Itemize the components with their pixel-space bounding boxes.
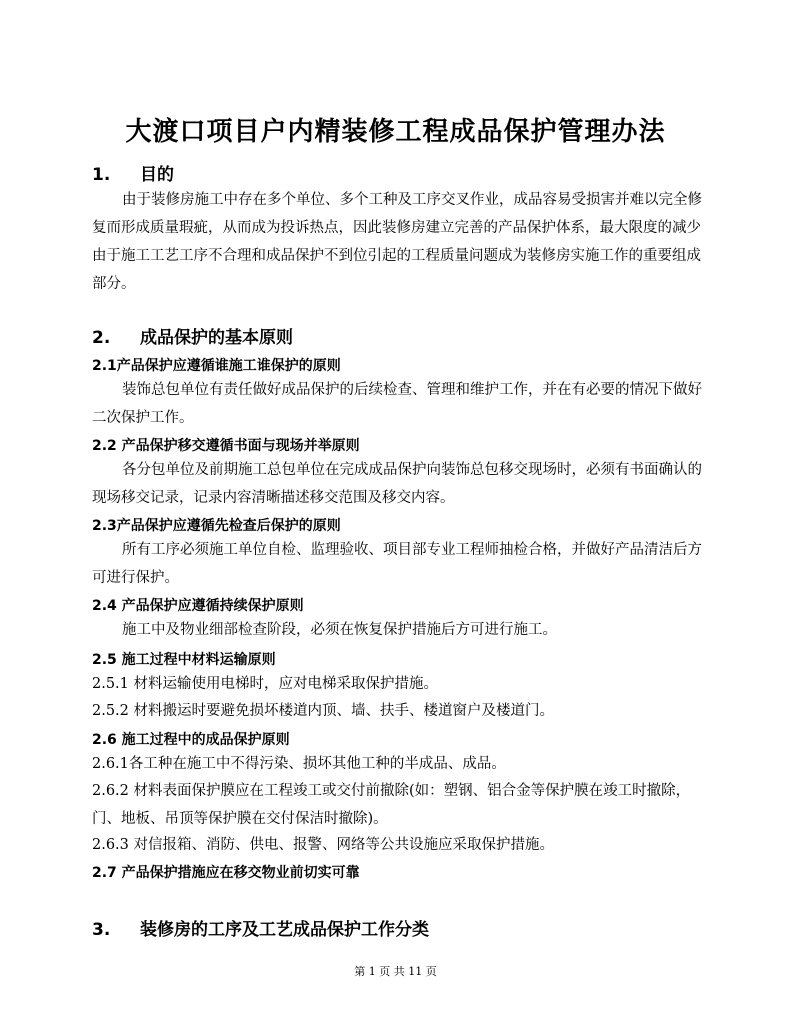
section-title: 装修房的工序及工艺成品保护工作分类	[140, 920, 429, 940]
page-footer: 第 1 页 共 11 页	[354, 965, 437, 978]
section-3-heading	[92, 915, 429, 940]
subsection-2-5-1-text: 2.5.1 材料运输使用电梯时，应对电梯采取保护措施。	[92, 676, 439, 692]
subsection-2-2-text: 各分包单位及前期施工总包单位在完成成品保护向装饰总包移交现场时，必须有书面确认的现场移交记录，记录内容清晰描述移交范围及移交内容。	[92, 462, 702, 506]
subsection-2-5-heading: 2.5 施工过程中材料运输原则	[92, 652, 276, 668]
section-1-paragraph: 由于装修房施工中存在多个单位、多个工种及工序交叉作业，成品容易受损害并难以完全修复而形成质量瑕疵，从而成为投诉热点，因此装修房建立完善的产品保护体系，最大限度的减少由于施工工艺工序不合理和成品保护不到位引起的工程质量问题成为装修房实施工作的重要组成部分。	[92, 192, 702, 292]
subsection-2-6-3-text: 2.6.3 对信报箱、消防、供电、报警、网络等公共设施应采取保护措施。	[92, 837, 555, 853]
subsection-2-1-heading: 2.1产品保护应遵循谁施工谁保护的原则	[92, 358, 341, 374]
subsection-2-6-2-text: 2.6.2 材料表面保护膜应在工程竣工或交付前撤除(如：塑钢、铝合金等保护膜在竣工时撤除，门、地板、吊顶等保护膜在交付保洁时撤除)。	[92, 783, 691, 827]
section-title: 目的	[140, 165, 174, 185]
subsection-2-6-1-text: 2.6.1各工种在施工中不得污染、损坏其他工种的半成品、成品。	[92, 756, 506, 772]
subsection-2-4-text: 施工中及物业细部检查阶段，必须在恢复保护措施后方可进行施工。	[122, 622, 557, 638]
section-2-heading	[92, 323, 293, 348]
section-title: 成品保护的基本原则	[140, 328, 293, 348]
section-number: 2.	[92, 328, 111, 348]
subsection-2-1-text: 装饰总包单位有责任做好成品保护的后续检查、管理和维护工作，并在有必要的情况下做好二次保护工作。	[92, 382, 702, 426]
section-number: 1.	[92, 165, 111, 185]
subsection-2-3-text: 所有工序必须施工单位自检、监理验收、项目部专业工程师抽检合格，并做好产品清洁后方可进行保护。	[92, 542, 702, 586]
subsection-2-2-heading: 2.2 产品保护移交遵循书面与现场并举原则	[92, 438, 360, 454]
subsection-2-5-2-text: 2.5.2 材料搬运时要避免损坏楼道内顶、墙、扶手、楼道窗户及楼道门。	[92, 703, 555, 719]
subsection-2-3-heading: 2.3产品保护应遵循先检查后保护的原则	[92, 518, 341, 534]
subsection-2-6-heading: 2.6 施工过程中的成品保护原则	[92, 732, 290, 748]
section-1-heading	[92, 160, 174, 185]
subsection-2-4-heading: 2.4 产品保护应遵循持续保护原则	[92, 598, 304, 614]
document-title: 大渡口项目户内精装修工程成品保护管理办法	[125, 117, 666, 147]
subsection-2-7-heading: 2.7 产品保护措施应在移交物业前切实可靠	[92, 865, 360, 881]
section-number: 3.	[92, 920, 111, 940]
